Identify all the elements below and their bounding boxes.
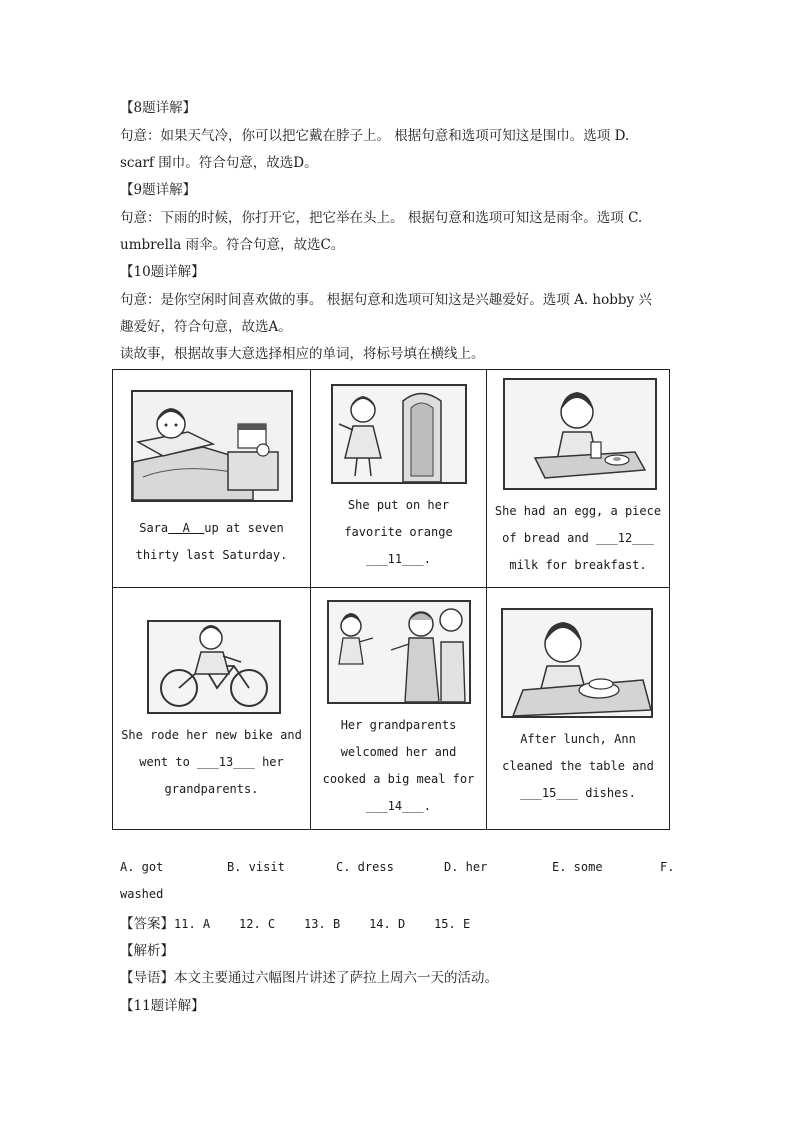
option-f-letter: F.: [660, 860, 675, 874]
story-caption-3: [487, 498, 669, 579]
q10-heading: 【10题详解】: [120, 264, 205, 280]
intro-text: 本文主要通过六幅图片讲述了萨拉上周六一天的活动。: [174, 970, 498, 986]
caption-4-line2: went to ___13___ her: [139, 755, 284, 769]
story-panel-5: [311, 588, 487, 830]
caption-1-line2: thirty last Saturday.: [135, 548, 288, 562]
answer-label: 【答案】: [120, 916, 174, 932]
picture-sara-riding-bike: [147, 620, 281, 714]
story-panel-2: [311, 370, 487, 588]
q8-heading: 【8题详解】: [120, 100, 197, 116]
caption-3-line2: of bread and ___12___: [502, 531, 654, 545]
option-c: C. dress: [336, 860, 394, 874]
picture-sara-breakfast: [503, 378, 657, 490]
story-table: [112, 369, 670, 830]
picture-washing-dishes: [501, 608, 653, 718]
option-e: E. some: [552, 860, 603, 874]
story-panel-3: [487, 370, 670, 588]
q10-explanation-line1: 句意：是你空闲时间喜欢做的事。 根据句意和选项可知这是兴趣爱好。选项 A. hobby 兴: [120, 292, 652, 308]
answer-line: [120, 912, 470, 932]
intro-line: [120, 966, 498, 986]
story-caption-6: [487, 726, 669, 807]
caption-4-line3: grandparents.: [164, 782, 259, 796]
caption-5-line3: cooked a big meal for: [322, 772, 475, 786]
caption-4-line1: She rode her new bike and: [121, 728, 302, 742]
caption-2-line2: favorite orange: [344, 525, 453, 539]
picture-sara-dressing: [331, 384, 467, 484]
story-panel-6: [487, 588, 670, 830]
q8-explanation-line1: 句意：如果天气冷，你可以把它戴在脖子上。 根据句意和选项可知这是围巾。选项 D.: [120, 128, 630, 144]
caption-6-line3: ___15___ dishes.: [520, 786, 636, 800]
q9-heading: 【9题详解】: [120, 182, 197, 198]
q8-explanation-line2: scarf 围巾。符合句意，故选D。: [120, 155, 318, 171]
caption-2-line1: She put on her: [347, 498, 450, 512]
blank-A: A: [168, 521, 205, 535]
caption-5-line2: welcomed her and: [340, 745, 457, 759]
q11-heading: 【11题详解】: [120, 998, 205, 1014]
answer-values: 11. A 12. C 13. B 14. D 15. E: [174, 917, 471, 931]
story-caption-5: [311, 712, 486, 820]
caption-3-line1: She had an egg, a piece: [494, 504, 662, 518]
q9-explanation-line2: umbrella 雨伞。符合句意，故选C。: [120, 237, 345, 253]
q9-explanation-line1: 句意：下雨的时候，你打开它，把它举在头上。 根据句意和选项可知这是雨伞。选项 C.: [120, 210, 643, 226]
analysis-label: 【解析】: [120, 943, 174, 959]
q10-explanation-line2: 趣爱好，符合句意，故选A。: [120, 319, 292, 335]
story-caption-2: [311, 492, 486, 573]
story-caption-4: [113, 722, 310, 803]
caption-5-line4: ___14___.: [365, 799, 432, 813]
caption-3-line3: milk for breakfast.: [509, 558, 647, 572]
option-d: D. her: [444, 860, 488, 874]
picture-sara-waking-up: [131, 390, 293, 502]
caption-2-line3: ___11___.: [365, 552, 432, 566]
caption-1-line1-start: Sara: [139, 521, 169, 535]
story-panel-1: [113, 370, 311, 588]
option-b: B. visit: [227, 860, 285, 874]
story-panel-4: [113, 588, 311, 830]
intro-label: 【导语】: [120, 970, 174, 986]
caption-6-line2: cleaned the table and: [502, 759, 654, 773]
picture-grandparents-welcome: [327, 600, 471, 704]
option-f-word: washed: [120, 887, 164, 901]
story-caption-1: [113, 515, 310, 569]
caption-1-line1-end: up at seven: [204, 521, 284, 535]
caption-5-line1: Her grandparents: [340, 718, 457, 732]
instruction: 读故事，根据故事大意选择相应的单词，将标号填在横线上。: [120, 346, 485, 362]
option-a: A. got: [120, 860, 164, 874]
caption-6-line1: After lunch, Ann: [520, 732, 636, 746]
